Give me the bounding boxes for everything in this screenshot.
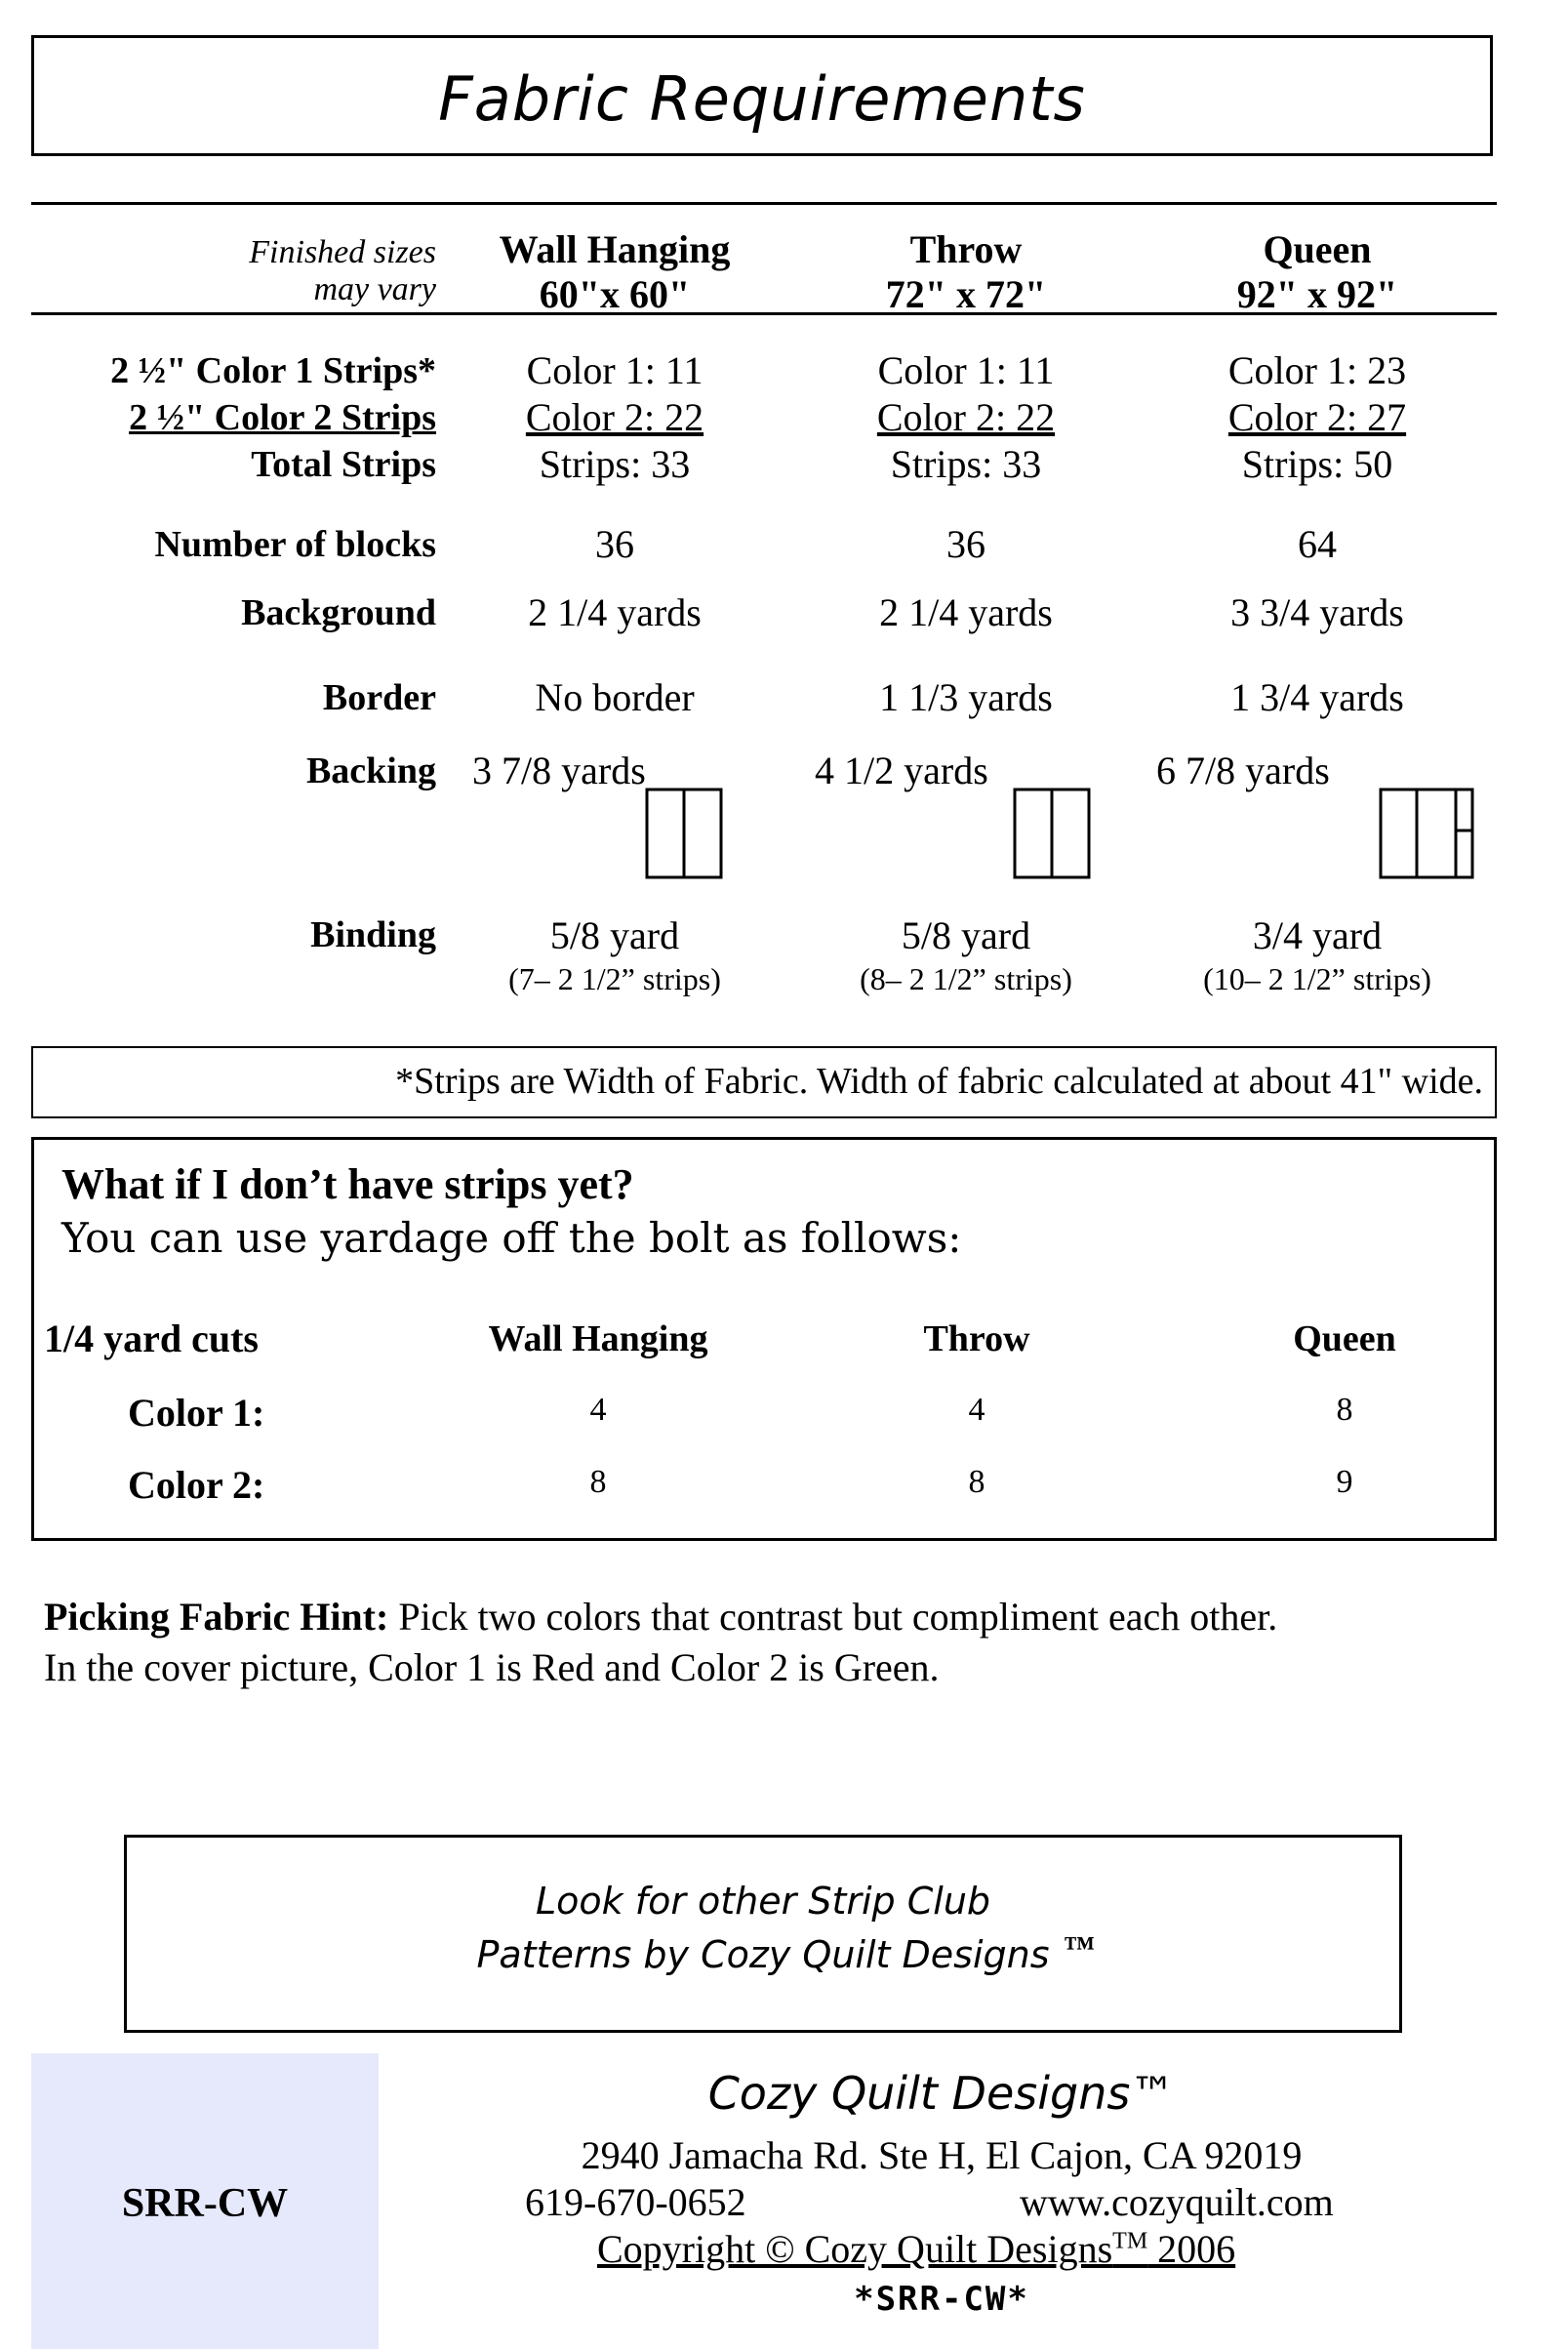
quarter-yard-cuts-label: 1/4 yard cuts bbox=[44, 1316, 259, 1360]
throw-binding: 5/8 yard bbox=[901, 913, 1031, 957]
column-header-queen: Queen 92" x 92" bbox=[1236, 227, 1398, 316]
queen-backing: 6 7/8 yards bbox=[1156, 749, 1330, 792]
finished-size-note: Finished sizes may vary bbox=[249, 234, 436, 307]
wall-color1-strips: Color 1: 11 bbox=[526, 348, 704, 392]
wall-binding: 5/8 yard bbox=[549, 913, 680, 957]
wall-color2-strips: Color 2: 22 bbox=[525, 395, 704, 439]
throw-background: 2 1/4 yards bbox=[879, 590, 1053, 634]
wall-backing: 3 7/8 yards bbox=[472, 749, 646, 792]
label-total-strips: Total Strips bbox=[251, 444, 436, 485]
label-color1-strips: 2 ½" Color 1 Strips* bbox=[110, 350, 436, 391]
wall-blocks: 36 bbox=[595, 522, 634, 566]
yardage-col-queen: Queen bbox=[1293, 1318, 1396, 1359]
fabric-hint-line1 bbox=[44, 1594, 1277, 1640]
throw-backing-diagram bbox=[1012, 787, 1094, 882]
queen-blocks: 64 bbox=[1298, 522, 1337, 566]
throw-total-strips: Strips: 33 bbox=[890, 442, 1042, 486]
throw-blocks: 36 bbox=[946, 522, 985, 566]
yardage-col-throw: Throw bbox=[923, 1318, 1030, 1359]
footnote: *Strips are Width of Fabric. Width of fabric calculated at about 41" wide. bbox=[395, 1061, 1483, 1102]
yardage-color1-label: Color 1: bbox=[128, 1391, 265, 1435]
top-rule bbox=[31, 202, 1497, 205]
queen-backing-diagram bbox=[1378, 787, 1477, 882]
queen-binding-detail: (10– 2 1/2” strips) bbox=[1203, 961, 1431, 996]
company-name: Cozy Quilt Designs™ bbox=[707, 2067, 1176, 2120]
pattern-code-panel bbox=[31, 2053, 379, 2349]
yardage-queen-color1: 8 bbox=[1336, 1392, 1353, 1428]
wall-border: No border bbox=[535, 675, 695, 719]
queen-total-strips: Strips: 50 bbox=[1241, 442, 1393, 486]
yardage-color2-label: Color 2: bbox=[128, 1463, 265, 1507]
throw-border: 1 1/3 yards bbox=[879, 675, 1053, 719]
page-title: Fabric Requirements bbox=[438, 63, 1086, 135]
yardage-throw-color2: 8 bbox=[968, 1464, 985, 1500]
column-header-throw: Throw 72" x 72" bbox=[885, 227, 1047, 316]
label-color2-strips: 2 ½" Color 2 Strips bbox=[129, 397, 436, 438]
yardage-wall-color1: 4 bbox=[589, 1392, 607, 1428]
throw-binding-detail: (8– 2 1/2” strips) bbox=[860, 961, 1072, 996]
throw-backing: 4 1/2 yards bbox=[815, 749, 988, 792]
label-binding: Binding bbox=[310, 914, 436, 955]
yardage-col-wall-hanging: Wall Hanging bbox=[488, 1318, 708, 1359]
title-box bbox=[31, 35, 1493, 156]
queen-color1-strips: Color 1: 23 bbox=[1227, 348, 1407, 392]
throw-color2-strips: Color 2: 22 bbox=[876, 395, 1056, 439]
footnote-box bbox=[31, 1046, 1497, 1118]
fabric-hint-text1: Pick two colors that contrast but compliment each other. bbox=[388, 1595, 1278, 1639]
yardage-throw-color1: 4 bbox=[968, 1392, 985, 1428]
queen-color2-strips: Color 2: 27 bbox=[1227, 395, 1407, 439]
queen-binding: 3/4 yard bbox=[1252, 913, 1383, 957]
label-background: Background bbox=[241, 592, 436, 633]
promo-line1: Look for other Strip Club bbox=[535, 1880, 991, 1923]
queen-border: 1 3/4 yards bbox=[1230, 675, 1404, 719]
column-header-wall-hanging: Wall Hanging 60"x 60" bbox=[499, 227, 731, 316]
company-address: 2940 Jamacha Rd. Ste H, El Cajon, CA 92019 bbox=[581, 2133, 1303, 2177]
wall-backing-diagram bbox=[644, 787, 726, 882]
wall-binding-detail: (7– 2 1/2” strips) bbox=[508, 961, 721, 996]
promo-trademark: ™ bbox=[1064, 1929, 1095, 1964]
barcode-text: *SRR-CW* bbox=[854, 2280, 1029, 2319]
queen-background: 3 3/4 yards bbox=[1230, 590, 1404, 634]
yardage-box bbox=[31, 1137, 1497, 1541]
label-backing: Backing bbox=[305, 750, 436, 791]
wall-total-strips: Strips: 33 bbox=[539, 442, 691, 486]
yardage-queen-color2: 9 bbox=[1336, 1464, 1353, 1500]
yardage-heading: What if I don’t have strips yet? bbox=[61, 1160, 634, 1208]
fabric-hint-label: Picking Fabric Hint: bbox=[44, 1595, 389, 1639]
fabric-hint-line2: In the cover picture, Color 1 is Red and Color 2 is Green. bbox=[44, 1645, 940, 1689]
copyright-line: Copyright © Cozy Quilt Designs™ 2006 bbox=[597, 2227, 1236, 2271]
company-website[interactable]: www.cozyquilt.com bbox=[1020, 2180, 1334, 2224]
promo-line2: Patterns by Cozy Quilt Designs bbox=[476, 1933, 1050, 1976]
yardage-subheading: You can use yardage off the bolt as follows: bbox=[61, 1214, 962, 1262]
yardage-wall-color2: 8 bbox=[589, 1464, 607, 1500]
label-number-of-blocks: Number of blocks bbox=[154, 524, 436, 565]
throw-color1-strips: Color 1: 11 bbox=[877, 348, 1055, 392]
wall-background: 2 1/4 yards bbox=[528, 590, 702, 634]
label-border: Border bbox=[322, 677, 436, 718]
promo-box bbox=[124, 1835, 1402, 2033]
company-phone: 619-670-0652 bbox=[525, 2180, 746, 2224]
pattern-code: SRR-CW bbox=[121, 2181, 289, 2226]
